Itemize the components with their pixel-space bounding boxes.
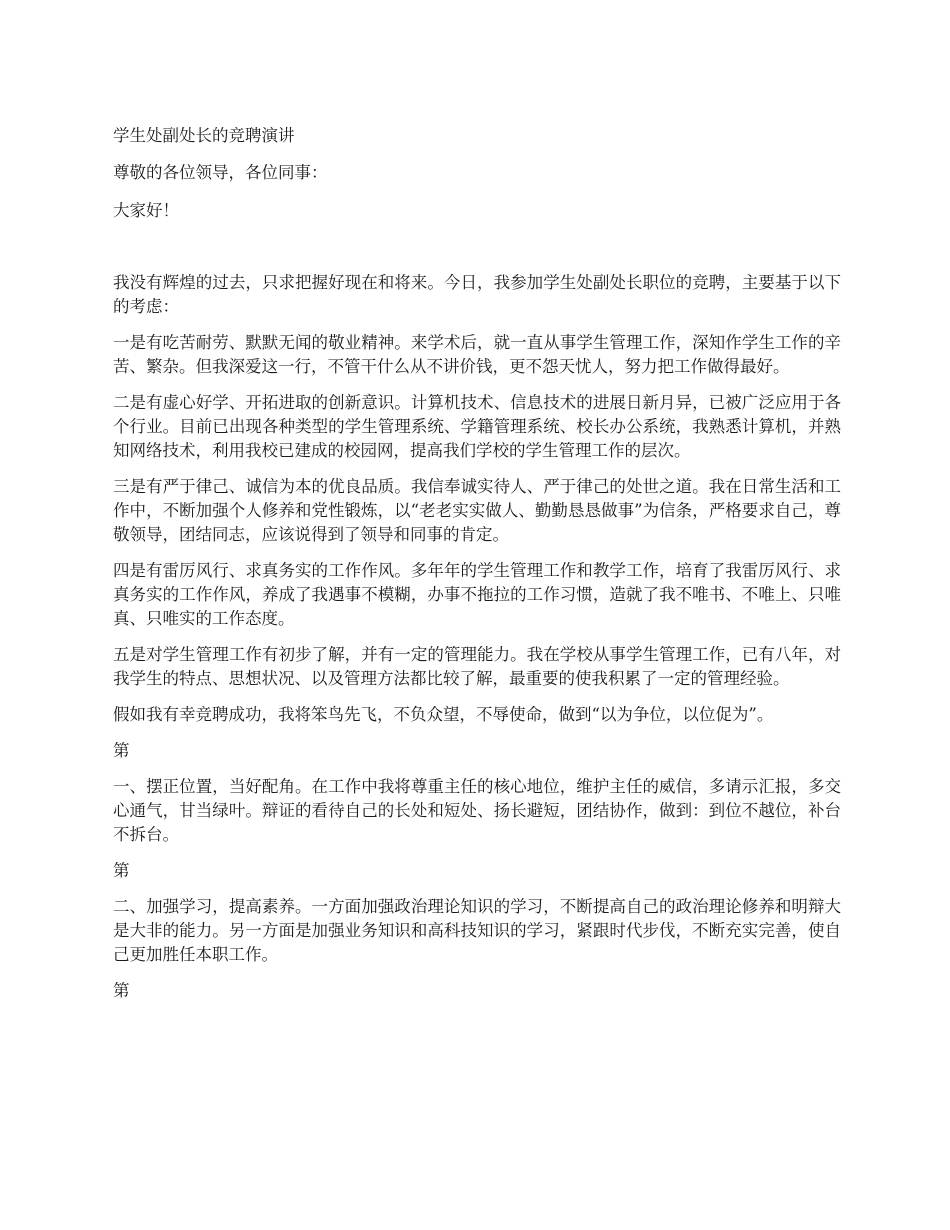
greeting: 大家好！: [113, 201, 179, 220]
paragraph-point-3: 三是有严于律己、诚信为本的优良品质。我信奉诚实待人、严于律己的处世之道。我在日常生活和工作中，不断加强个人修养和党性锻炼，以“老老实实做人、勤勤恳恳做事”为信条，严格要求自己，尊敬领导，团结同志，应该说得到了领导和同事的肯定。: [113, 477, 841, 544]
section-marker-2: 第: [113, 861, 130, 880]
paragraph-pledge: 假如我有幸竞聘成功，我将笨鸟先飞，不负众望，不辱使命，做到“以为争位，以位促为”。: [113, 705, 774, 724]
section-marker-1: 第: [113, 741, 130, 760]
salutation: 尊敬的各位领导，各位同事：: [113, 163, 328, 182]
paragraph-point-2: 二是有虚心好学、开拓进取的创新意识。计算机技术、信息技术的进展日新月异，已被广泛应用于各个行业。目前已出现各种类型的学生管理系统、学籍管理系统、校长办公系统，我熟悉计算机，并熟知网络技术，利用我校已建成的校园网，提高我们学校的学生管理工作的层次。: [113, 393, 841, 460]
paragraph-point-4: 四是有雷厉风行、求真务实的工作作风。多年年的学生管理工作和教学工作，培育了我雷厉风行、求真务实的工作作风，养成了我遇事不模糊，办事不拖拉的工作习惯，造就了我不唯书、不唯上、只唯真、只唯实的工作态度。: [113, 561, 841, 628]
paragraph-point-5: 五是对学生管理工作有初步了解，并有一定的管理能力。我在学校从事学生管理工作，已有八年，对我学生的特点、思想状况、以及管理方法都比较了解，最重要的使我积累了一定的管理经验。: [113, 645, 841, 688]
document-body: [113, 124, 841, 1015]
document-title: 学生处副处长的竞聘演讲: [113, 126, 295, 145]
paragraph-plan-1: 一、摆正位置，当好配角。在工作中我将尊重主任的核心地位，维护主任的威信，多请示汇报，多交心通气，甘当绿叶。辩证的看待自己的长处和短处、扬长避短，团结协作，做到：到位不越位，补台不拆台。: [113, 777, 841, 844]
paragraph-point-1: 一是有吃苦耐劳、默默无闻的敬业精神。来学术后，就一直从事学生管理工作，深知作学生工作的辛苦、繁杂。但我深爱这一行，不管干什么从不讲价钱，更不怨天忧人，努力把工作做得最好。: [113, 333, 841, 376]
paragraph-plan-2: 二、加强学习，提高素养。一方面加强政治理论知识的学习，不断提高自己的政治理论修养和明辩大是大非的能力。另一方面是加强业务知识和高科技知识的学习，紧跟时代步伐，不断充实完善，使自己更加胜任本职工作。: [113, 897, 841, 964]
paragraph-intro: 我没有辉煌的过去，只求把握好现在和将来。今日，我参加学生处副处长职位的竞聘，主要基于以下的考虑：: [113, 273, 841, 316]
section-marker-3: 第: [113, 981, 130, 1000]
